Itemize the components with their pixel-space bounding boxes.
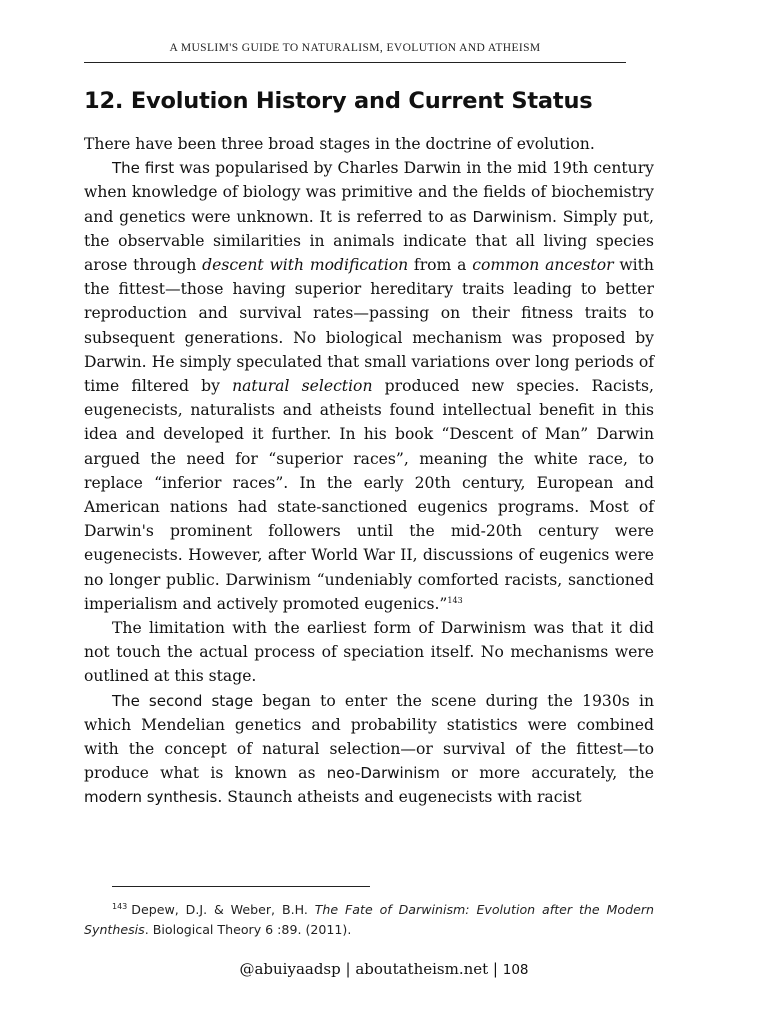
footnote	[84, 900, 654, 940]
footnote-text: Depew, D.J. & Weber, B.H.	[131, 902, 315, 917]
page-footer	[0, 960, 768, 978]
paragraph-limitation: The limitation with the earliest form of Darwinism was that it did not touch the actual process of speciation itself. No mechanisms were outlined at this stage.	[84, 619, 654, 686]
footer-website[interactable]: aboutatheism.net	[355, 960, 489, 978]
text-segment: was popularised by Charles Darwin in the mid 19th century when knowledge of biology was primitive and the fields of biochemistry and genetics were unknown. It is referred to as	[84, 159, 654, 226]
text-segment: produced new species. Racists, eugenecists, naturalists and atheists found intellectual benefit in this idea and developed it further. In his book “Descent of Man” Darwin argued the need for “superior races”, meaning the white race, to replace “inferior races”. In the early 20th century, European and American nations had state-sanctioned eugenics programs. Most of Darwin's prominent followers until the mid-20th century were eugenecists. However, after World War II, discussions of eugenics were no longer public. Darwinism “undeniably comforted racists, sanctioned imperialism and actively promoted eugenics.”	[84, 377, 654, 613]
term-modern-synthesis: modern synthesis	[84, 788, 218, 807]
header-rule	[84, 62, 626, 63]
footnote-reference[interactable]: 143	[447, 595, 463, 605]
text-segment: began to enter the scene during the 1930s in which Mendelian genetics and probability statistics were combined with the concept of natural selection—or survival of the fittest—to produce what is known as	[84, 691, 654, 783]
running-header: A MUSLIM'S GUIDE TO NATURALISM, EVOLUTION AND ATHEISM	[169, 42, 541, 54]
body-text	[84, 132, 654, 810]
text-segment: from a	[408, 256, 473, 275]
footnote-title: The Fate of Darwinism: Evolution after the Modern Synthesis	[84, 902, 654, 937]
footnote-text: . Biological Theory 6 :89. (2011).	[144, 922, 352, 937]
text-segment: . Simply put, the observable similarities in animals indicate that all living species arose through	[84, 207, 654, 275]
chapter-title: 12. Evolution History and Current Status	[84, 88, 593, 114]
emphasis-descent-with-modification: descent with modification	[202, 256, 409, 275]
text-segment: . Staunch atheists and eugenecists with racist	[217, 788, 582, 807]
footer-handle[interactable]: @abuiyaadsp	[239, 960, 341, 978]
paragraph-intro: There have been three broad stages in the doctrine of evolution.	[84, 135, 595, 153]
paragraph-second-stage	[84, 689, 654, 810]
text-segment: or more accurately, the	[439, 764, 654, 783]
footnote-number: 143	[112, 901, 128, 911]
page-number: 108	[502, 962, 529, 978]
paragraph-first-stage	[84, 156, 654, 616]
text-segment: with the fittest—those having superior hereditary traits leading to better reproduction and survival rates—passing on their fitness traits to subsequent generations. No biological mechanism was proposed by Darwin. He simply speculated that small variations over long periods of time filtered by	[84, 256, 654, 396]
term-the-first: The first	[112, 159, 175, 178]
term-darwinism: Darwinism	[472, 207, 552, 226]
footnote-rule	[112, 886, 370, 887]
footer-separator: |	[340, 960, 356, 978]
term-the-second-stage: The second stage	[112, 691, 254, 710]
emphasis-common-ancestor: common ancestor	[472, 256, 614, 275]
footer-separator: |	[488, 960, 503, 978]
term-neo-darwinism: neo-Darwinism	[326, 764, 440, 783]
emphasis-natural-selection: natural selection	[232, 377, 373, 396]
